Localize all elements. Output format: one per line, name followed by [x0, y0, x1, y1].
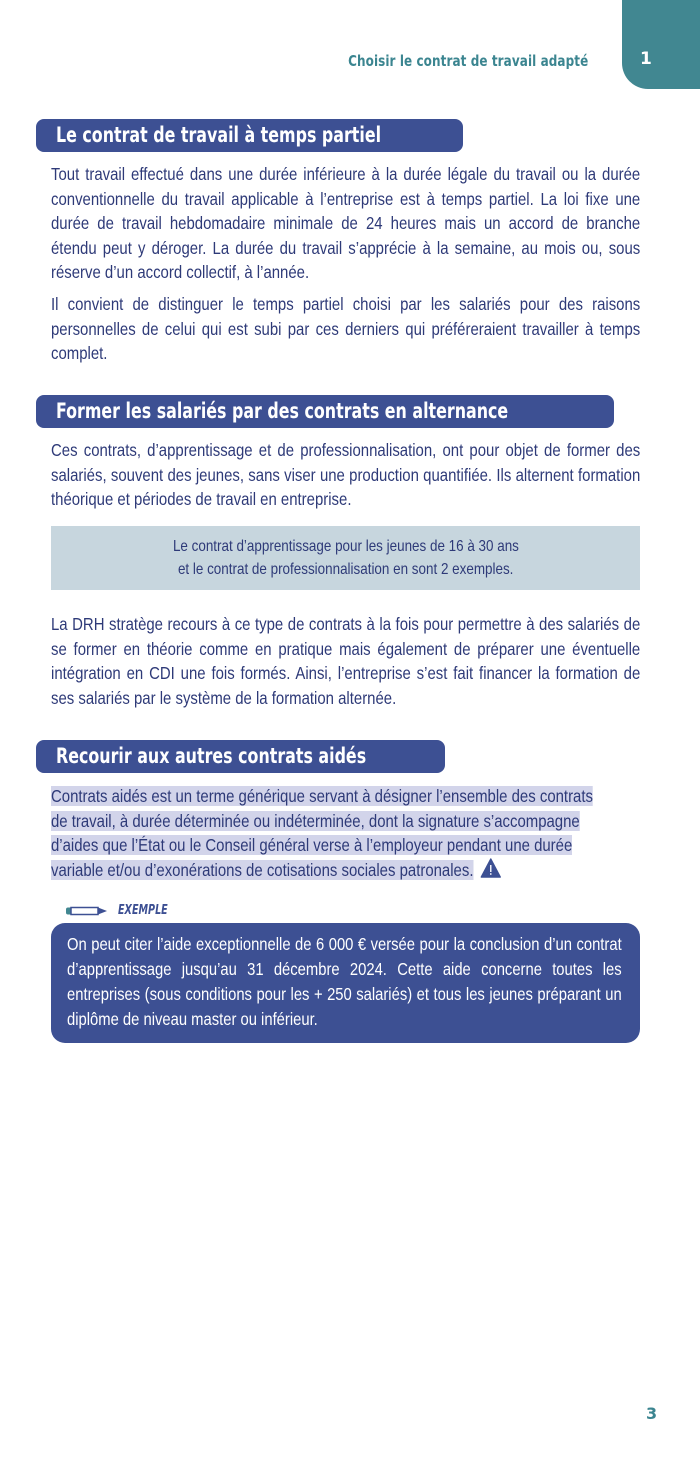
warning-triangle-icon[interactable] [480, 858, 501, 878]
paragraph-text: Ces contrats, d’apprentissage et de professionnalisation, ont pour objet de former des salariés, souvent des jeunes, sans viser une production quantifiée. Ils alternent formation théorique et périodes de travail en entreprise. [51, 440, 641, 510]
paragraph-alternance-2 [51, 612, 640, 710]
example-text: On peut citer l’aide exceptionnelle de 6 000 € versée pour la conclusion d’un contrat d’apprentissage jusqu’au 31 décembre 2024. Cette aide concerne toutes les entreprises (sous conditions pour les + 250 salariés) et tous les jeunes préparant un diplôme de niveau master ou inférieur. [67, 934, 622, 1029]
note-line-2: et le contrat de professionnalisation en sont 2 exemples. [177, 561, 514, 578]
section-title-alternance [36, 395, 614, 428]
example-label-text: EXEMPLE [118, 903, 168, 918]
paragraph-alternance-1 [51, 438, 640, 512]
paragraph-temps-partiel-2 [51, 292, 640, 366]
example-box [51, 923, 640, 1043]
paragraph-text: Il convient de distinguer le temps partiel choisi par les salariés pour des raisons personnelles de celui qui est subi par ces derniers qui préféreraient travailler à temps complet. [51, 294, 641, 364]
highlighted-line: de travail, à durée déterminée ou indéterminée, dont la signature s’accompagne [51, 810, 580, 831]
section-title-text: Recourir aux autres contrats aidés [56, 744, 367, 768]
highlighted-line: variable et/ou d’exonérations de cotisations sociales patronales. [51, 859, 474, 880]
running-header-title: Choisir le contrat de travail adapté [347, 52, 588, 70]
chapter-tab [622, 0, 700, 89]
highlighted-paragraph-contrats-aides [51, 784, 640, 882]
chapter-number: 1 [640, 49, 652, 69]
note-line-1: Le contrat d’apprentissage pour les jeunes de 16 à 30 ans [172, 538, 519, 555]
section-title-temps-partiel [36, 119, 463, 152]
example-label [66, 903, 179, 918]
section-title-contrats-aides [36, 740, 445, 773]
page-number: 3 [646, 1404, 658, 1423]
section-title-text: Former les salariés par des contrats en alternance [56, 399, 509, 423]
note-box [51, 526, 640, 590]
section-title-text: Le contrat de travail à temps partiel [56, 123, 382, 147]
highlighted-line: Contrats aidés est un terme générique servant à désigner l’ensemble des contrats [51, 786, 593, 806]
highlighted-line: d’aides que l’État ou le Conseil général verse à l’employeur pendant une durée [51, 835, 573, 856]
paragraph-text: Tout travail effectué dans une durée inférieure à la durée légale du travail ou la durée conventionnelle du travail applicable à l’entreprise est à temps partiel. La loi fixe une durée de travail hebdomadaire minimale de 24 heures mais un accord de branche étendu peut y déroger. La durée du travail s’apprécie à la semaine, au mois ou, sous réserve d’un accord collectif, à l’année. [51, 164, 641, 283]
pencil-icon [66, 906, 108, 916]
paragraph-text: La DRH stratège recours à ce type de contrats à la fois pour permettre à des salariés de se former en théorie comme en pratique mais également de préparer une éventuelle intégration en CDI une fois formés. Ainsi, l’entreprise s’est fait financer la formation de ses salariés par le système de la formation alternée. [51, 614, 641, 708]
paragraph-temps-partiel-1 [51, 162, 640, 285]
